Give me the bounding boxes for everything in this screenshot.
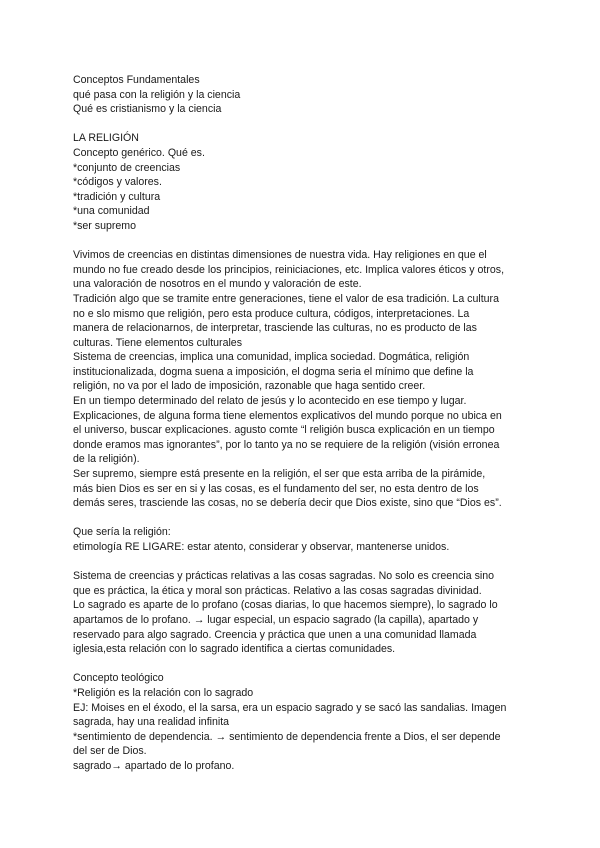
text-line: Sistema de creencias y prácticas relativas a las cosas sagradas. No solo es creencia sino (73, 570, 495, 583)
text-line: *ser supremo (73, 219, 136, 232)
text-line: mundo no fue creado desde los principios, reiniciaciones, etc. Implica valores éticos y otros, (73, 263, 505, 276)
text-line: más bien Dios es ser en si y las cosas, es el fundamento del ser, no esta dentro de los (73, 482, 479, 495)
text-line: reservado para algo sagrado. Creencia y práctica que unen a una comunidad llamada (73, 628, 477, 641)
text-line: EJ: Moises en el éxodo, el la sarsa, era un espacio sagrado y se sacó las sandalias. Imagen (73, 701, 507, 714)
text-line: Ser supremo, siempre está presente en la religión, el ser que esta arriba de la pirámide, (73, 468, 486, 481)
text-line: sagrada, hay una realidad infinita (73, 716, 230, 729)
text-line: apartamos de lo profano. → lugar especial, un espacio sagrado (la capilla), apartado y (73, 613, 479, 626)
text-line: culturas. Tiene elementos culturales (73, 336, 242, 349)
blank-line (73, 657, 535, 672)
text-line: del ser de Dios. (73, 745, 147, 758)
text-line: *códigos y valores. (73, 176, 162, 189)
text-line: institucionalizada, dogma suena a imposición, el dogma seria el mínimo que define la (73, 365, 474, 378)
text-line: *tradición y cultura (73, 190, 161, 203)
text-line: *una comunidad (73, 205, 150, 218)
text-line: Concepto teológico (73, 672, 164, 685)
text-line: etimología RE LIGARE: estar atento, considerar y observar, mantenerse unidos. (73, 541, 450, 553)
text-line: sagrado→ apartado de lo profano. (73, 759, 235, 772)
text-line: religión, no va por el lado de imposición, razonable que haga sentido creer. (73, 380, 426, 393)
text-line: iglesia,esta relación con lo sagrado identifica a ciertas comunidades. (73, 643, 396, 656)
text-line: *conjunto de creencias (73, 161, 181, 174)
text-line: manera de relacionarnos, de interpretar, trasciende las culturas, no es producto de las (73, 322, 477, 335)
text-line: Vivimos de creencias en distintas dimensiones de nuestra vida. Hay religiones en que el (73, 249, 487, 262)
text-line: *sentimiento de dependencia. → sentimiento de dependencia frente a Dios, el ser depende (73, 730, 501, 743)
text-line: LA RELIGIÓN (73, 132, 139, 145)
text-line: Qué es cristianismo y la ciencia (73, 103, 222, 116)
document-page (73, 73, 535, 774)
text-line: una valoración de nosotros en el mundo y valoración de este. (73, 278, 362, 291)
text-line: Sistema de creencias, implica una comunidad, implica sociedad. Dogmática, religión (73, 351, 470, 364)
text-line: no e slo mismo que religión, pero esta produce cultura, códigos, interpretaciones. La (73, 307, 470, 320)
blank-line (73, 511, 535, 526)
text-line: qué pasa con la religión y la ciencia (73, 88, 241, 101)
text-line: *Religión es la relación con lo sagrado (73, 686, 254, 699)
blank-line (73, 555, 535, 570)
text-line: Que sería la religión: (73, 526, 171, 539)
text-line: Conceptos Fundamentales (73, 74, 200, 86)
blank-line (73, 234, 535, 249)
text-line: donde eramos mas ignorantes”, por lo tanto ya no se requiere de la religión (visión erronea (73, 438, 500, 451)
text-line: Lo sagrado es aparte de lo profano (cosas diarias, lo que hacemos siempre), lo sagrado lo (73, 599, 498, 612)
text-line: En un tiempo determinado del relato de jesús y lo acontecido en ese tiempo y lugar. (73, 395, 467, 408)
text-line: demás seres, trasciende las cosas, no se debería decir que Dios existe, sino que “Dios es”. (73, 497, 502, 510)
text-line: que es práctica, la ética y moral son prácticas. Relativo a las cosas sagradas divinidad. (73, 584, 482, 597)
blank-line (73, 117, 535, 132)
text-line: de la religión). (73, 453, 140, 466)
text-line: el universo, buscar explicaciones. agusto comte “l religión busca explicación en un tiempo (73, 424, 495, 437)
text-line: Tradición algo que se tramite entre generaciones, tiene el valor de esa tradición. La cultura (73, 292, 499, 305)
text-line: Concepto genérico. Qué es. (73, 146, 205, 159)
text-line: Explicaciones, de alguna forma tiene elementos explicativos del mundo porque no ubica en (73, 409, 502, 422)
